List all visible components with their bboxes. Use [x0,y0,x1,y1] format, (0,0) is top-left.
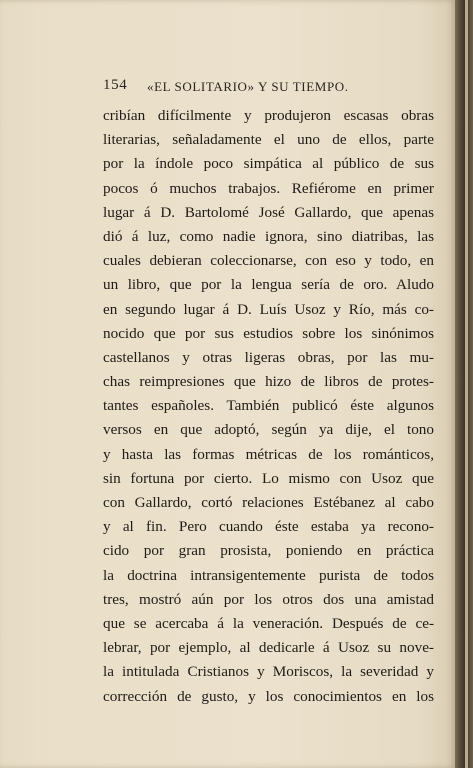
text-line: cido por gran prosista, poniendo en práctica [103,542,434,560]
text-line: un libro, que por la lengua sería de oro. Aludo [103,276,434,294]
text-line: y al fin. Pero cuando éste estaba ya recono- [103,518,434,536]
text-line: literarias, señaladamente el uno de ellos, parte [103,131,434,149]
text-line: cribían difícilmente y produjeron escasas obras [103,107,434,124]
text-line: tantes españoles. También publicó éste algunos [103,397,434,415]
running-title: «EL SOLITARIO» Y SU TIEMPO. [147,79,349,94]
text-line: nocido que por sus estudios sobre los sinónimos [103,324,434,342]
page-number: 154 [103,77,128,93]
text-line: que se acercaba á la veneración. Después de ce- [103,614,434,632]
text-line: tres, mostró aún por los otros dos una amistad [103,590,434,608]
text-line: corrección de gusto, y los conocimientos en los [103,687,434,705]
text-line: chas reimpresiones que hizo de libros de protes- [103,373,434,391]
text-line: cuales debieran coleccionarse, con eso y todo, en [103,252,434,270]
text-line: lugar á D. Bartolomé José Gallardo, que apenas [103,203,434,221]
text-line: pocos ó muchos trabajos. Refiérome en primer [103,179,434,197]
text-line: lebrar, por ejemplo, al dedicarle á Usoz su nove- [103,639,434,657]
text-line: en segundo lugar á D. Luís Usoz y Río, más co- [103,300,434,318]
text-line: versos en que adoptó, según ya dije, el tono [103,421,434,439]
text-line: la intitulada Cristianos y Moriscos, la severidad y [103,663,434,681]
text-line: dió á luz, como nadie ignora, sino diatribas, las [103,227,434,245]
text-line: con Gallardo, cortó relaciones Estébanez al cabo [103,494,434,511]
text-line: la doctrina intransigentemente purista de todos [103,566,434,584]
book-page-edge [455,0,473,768]
text-line: sin fortuna por cierto. Lo mismo con Usoz que [103,469,434,487]
running-header [103,77,433,97]
text-line: y hasta las formas métricas de los románticos, [103,445,434,463]
body-text [103,104,434,709]
text-line: por la índole poco simpática al público de sus [103,155,434,173]
text-line: castellanos y otras ligeras obras, por las mu- [103,348,434,366]
book-page-edge-highlight [465,0,468,768]
